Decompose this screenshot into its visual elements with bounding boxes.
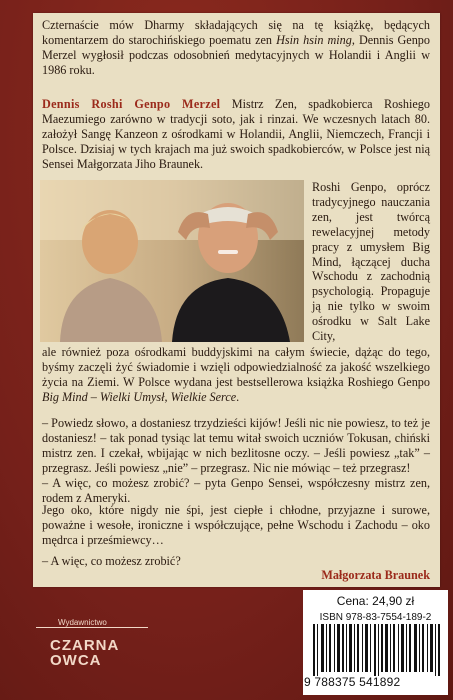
- continuation-text: ale również poza ośrodkami buddyjskimi na całym świecie, dążąc do tego, byśmy zaczęli żyć świadomie i wzięli odpowiedzialność za jakość wszelkiego życia na Ziemi. W Polsce wydana jest bestsellerowa książka Roshiego Genpo: [42, 345, 430, 389]
- book-title: Big Mind – Wielki Umysł, Wielkie Serce: [42, 389, 237, 404]
- author-name: Dennis Roshi Genpo Merzel: [42, 97, 221, 111]
- author-photo: [40, 180, 304, 342]
- quote-text: – Powiedz słowo, a dostaniesz trzydzieści kijów! Jeśli nic nie powiesz, to też je dostaniesz! – tak ponad tysiąc lat temu witał swoich uczniów Tokusan, chiński mistrz zen. I czekał, wbijając w nich bezlitosne oczy. – Jeśli powiesz „tak” – przegrasz. Jeśli powiesz „nie” – przegrasz. Nic nie mówiąc – też przegrasz!: [42, 416, 430, 475]
- continuation-end: .: [236, 389, 240, 404]
- poem-title: Hsin hsin ming: [276, 32, 352, 47]
- publisher-divider: [36, 627, 148, 628]
- closing-paragraph: Jego oko, które nigdy nie śpi, jest ciepłe i chłodne, przyjazne i surowe, poważne i wesołe, ironiczne i współczujące, pełne Wschodu i Zachodu – oko mędrca i prześmiewcy…: [42, 503, 430, 547]
- publisher-name-line2: OWCA: [50, 652, 102, 669]
- continuation-paragraph: [42, 345, 430, 405]
- bio-paragraph: [42, 97, 430, 172]
- price-label: Cena: 24,90 zł: [336, 594, 415, 608]
- intro-text: Czternaście mów Dharmy składających się na tę książkę, będących komentarzem do starochińskiego poematu zen: [42, 18, 430, 47]
- quote-question: – A więc, co możesz zrobić? – pyta Genpo Sensei, współczesny mistrz zen, rodem z Ameryki.: [42, 475, 430, 505]
- intro-paragraph: [42, 18, 430, 78]
- side-paragraph: Roshi Genpo, oprócz tradycyjnego nauczania zen, jest twórcą rewelacyjnej metody pracy z umysłem Big Mind, łączącej ducha Wschodu z zachodnią psychologią. Propaguje ją nie tylko w swoim ośrodku w Salt Lake City,: [312, 180, 430, 344]
- closing-question: – A więc, co możesz zrobić?: [42, 554, 181, 568]
- barcode-digits: 9 788375 541892: [304, 675, 401, 689]
- barcode-icon: [313, 624, 443, 676]
- publisher-logo: [50, 638, 130, 668]
- isbn-label: ISBN 978-83-7554-189-2: [319, 612, 432, 623]
- publisher-label: Wydawnictwo: [58, 618, 107, 627]
- signature: Małgorzata Braunek: [321, 568, 430, 582]
- bio-text: Mistrz Zen, spadkobierca Roshiego Maezumiego zarówno w tradycji soto, jak i rinzai. We wczesnych latach 80. założył Sangę Kanzeon z ośrodkami w Holandii, Anglii, Niemczech, Francji i Polsce. Dzisiaj w tych krajach ma już swoich spadkobierców, w Polsce jest nią Sensei Małgorzata Jiho Braunek.: [42, 97, 430, 171]
- publisher-name-line1: CZARNA: [50, 637, 120, 654]
- quote-block: [42, 416, 430, 505]
- intro-text-end: , Dennis Genpo Merzel wygłosił podczas odosobnień medytacyjnych w Holandii i Anglii w 1986 roku.: [42, 32, 430, 77]
